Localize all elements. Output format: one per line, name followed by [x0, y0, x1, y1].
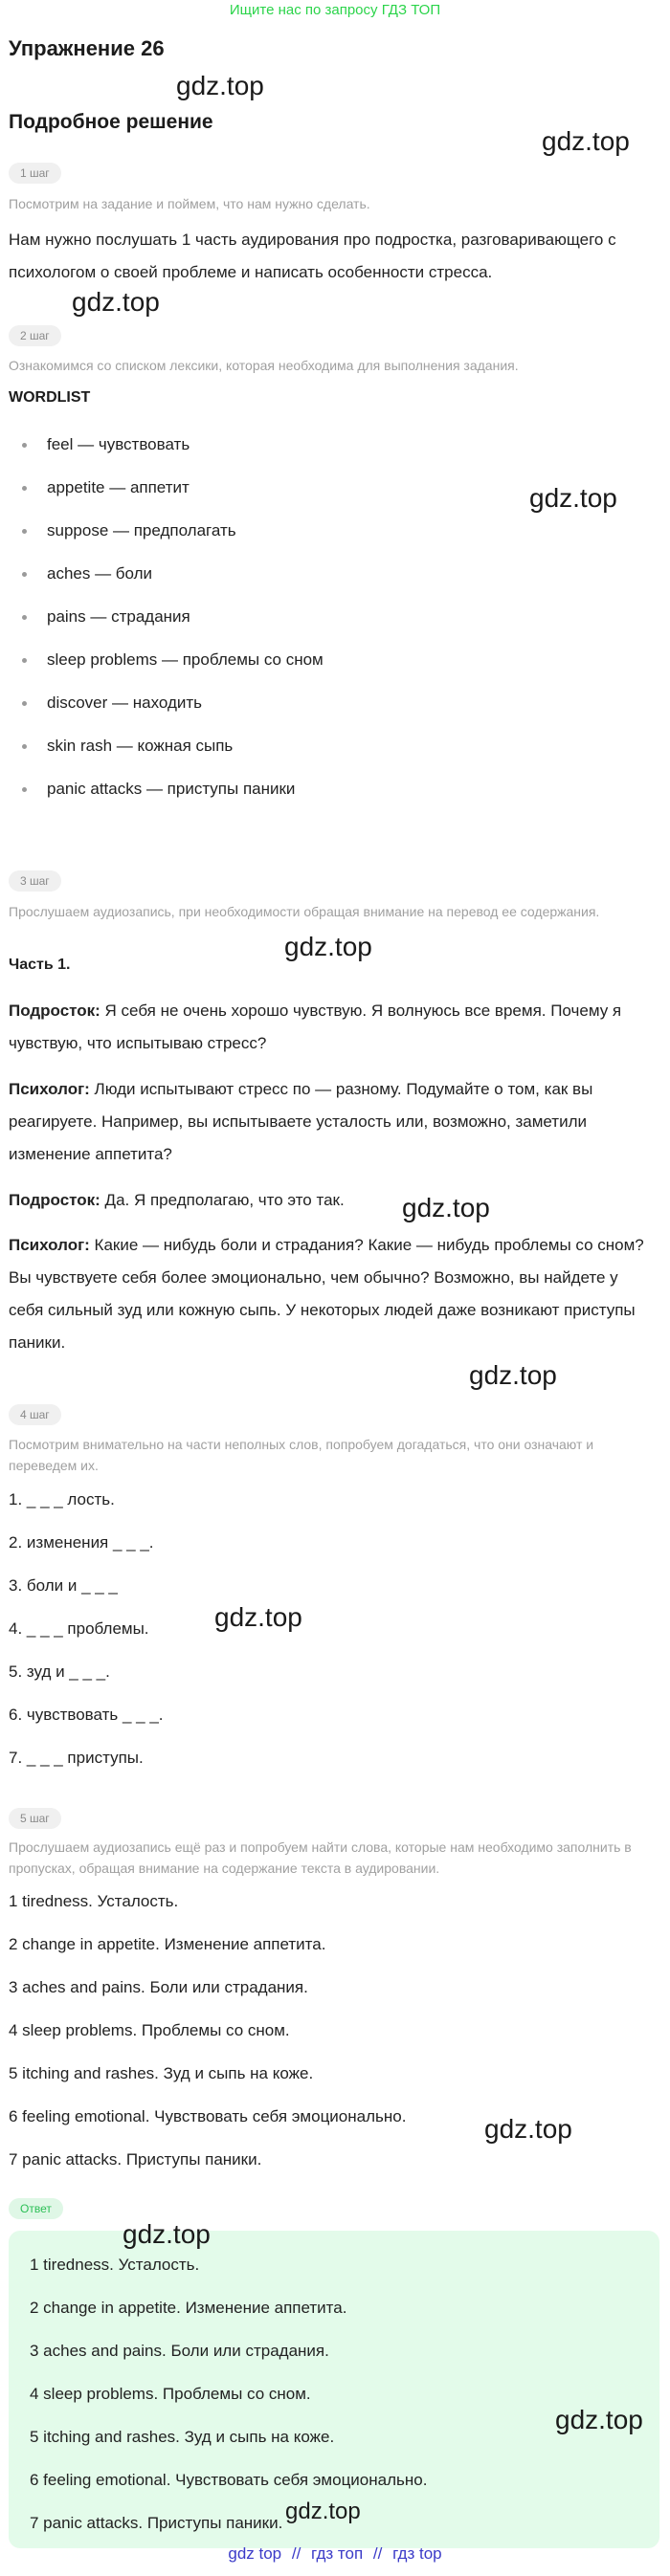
footer-link[interactable]: gdz top — [228, 2544, 282, 2563]
solution-item: 1 tiredness. Усталость. — [9, 1892, 179, 1910]
dialogue-line: Подросток: Я себя не очень хорошо чувствую. Я волнуюсь все время. Почему я чувствую, что испытываю стресс? — [9, 1002, 622, 1052]
watermark: gdz.top — [529, 483, 617, 513]
top-banner[interactable]: Ищите нас по запросу ГДЗ ТОП — [229, 2, 441, 18]
watermark: gdz.top — [123, 2219, 211, 2249]
step-3-hint: Прослушаем аудиозапись, при необходимости обращая внимание на перевод ее содержания. — [9, 904, 600, 919]
watermark: gdz.top — [284, 932, 372, 961]
answer-item: 3 aches and pains. Боли или страдания. — [30, 2342, 329, 2360]
dialogue-line: Подросток: Да. Я предполагаю, что это так. — [9, 1191, 345, 1209]
solution-item: 2 change in appetite. Изменение аппетита. — [9, 1935, 326, 1953]
wordlist-item: sleep problems — проблемы со сном — [9, 650, 324, 694]
wordlist — [9, 435, 324, 823]
footer-separator: // — [372, 2544, 383, 2563]
bullet-icon — [22, 787, 27, 792]
bullet-icon — [22, 529, 27, 534]
gap-item: 3. боли и _ _ _ — [9, 1576, 118, 1595]
gap-item: 4. _ _ _ проблемы. — [9, 1619, 149, 1638]
wordlist-item: aches — боли — [9, 564, 324, 607]
footer-separator: // — [291, 2544, 302, 2563]
answer-item: 1 tiredness. Усталость. — [30, 2256, 200, 2274]
answer-item: 5 itching and rashes. Зуд и сыпь на коже. — [30, 2428, 335, 2446]
dialogue-line: Психолог: Люди испытывают стресс по — разному. Подумайте о том, как вы реагируете. Например, вы испытываете усталость или, возможно, заметили изменение аппетита? — [9, 1080, 593, 1163]
wordlist-item: panic attacks — приступы паники — [9, 780, 324, 823]
step-5-badge: 5 шаг — [9, 1808, 61, 1829]
step-2-badge: 2 шаг — [9, 325, 61, 346]
gap-item: 5. зуд и _ _ _. — [9, 1662, 110, 1681]
step-4-hint: Посмотрим внимательно на части неполных слов, попробуем догадаться, что они означают и переведем их. — [9, 1437, 594, 1473]
wordlist-title: WORDLIST — [9, 389, 91, 406]
solution-item: 5 itching and rashes. Зуд и сыпь на коже. — [9, 2064, 314, 2082]
answer-item: 2 change in appetite. Изменение аппетита. — [30, 2299, 347, 2317]
step-3-badge: 3 шаг — [9, 870, 61, 892]
answer-item: 6 feeling emotional. Чувствовать себя эмоционально. — [30, 2471, 428, 2489]
gap-item: 1. _ _ _ лость. — [9, 1490, 115, 1508]
solution-item: 4 sleep problems. Проблемы со сном. — [9, 2021, 290, 2039]
wordlist-item: suppose — предполагать — [9, 521, 324, 564]
bullet-icon — [22, 572, 27, 577]
footer-link[interactable]: гдз топ — [311, 2544, 364, 2563]
step-1-badge: 1 шаг — [9, 163, 61, 184]
bullet-icon — [22, 443, 27, 448]
bullet-icon — [22, 744, 27, 749]
step-2-hint: Ознакомимся со списком лексики, которая необходима для выполнения задания. — [9, 358, 519, 373]
wordlist-item: skin rash — кожная сыпь — [9, 737, 324, 780]
watermark: gdz.top — [555, 2405, 643, 2434]
solution-subtitle: Подробное решение — [9, 111, 213, 133]
answer-item: 4 sleep problems. Проблемы со сном. — [30, 2385, 311, 2403]
answer-item: 7 panic attacks. Приступы паники. — [30, 2514, 283, 2532]
solution-item: 6 feeling emotional. Чувствовать себя эмоционально. — [9, 2107, 407, 2125]
bullet-icon — [22, 615, 27, 620]
solution-item: 7 panic attacks. Приступы паники. — [9, 2150, 262, 2169]
watermark: gdz.top — [542, 126, 630, 156]
solution-item: 3 aches and pains. Боли или страдания. — [9, 1978, 308, 1996]
watermark: gdz.top — [402, 1193, 490, 1222]
watermark: gdz.top — [176, 71, 264, 100]
gap-item: 7. _ _ _ приступы. — [9, 1749, 144, 1767]
exercise-title: Упражнение 26 — [9, 36, 165, 60]
answer-badge: Ответ — [9, 2198, 63, 2219]
footer-link[interactable]: гдз top — [392, 2544, 442, 2563]
gap-item: 6. чувствовать _ _ _. — [9, 1706, 164, 1724]
wordlist-item: discover — находить — [9, 694, 324, 737]
bullet-icon — [22, 486, 27, 491]
step-4-badge: 4 шаг — [9, 1404, 61, 1425]
dialogue-line: Психолог: Какие — нибудь боли и страдания? Какие — нибудь проблемы со сном? Вы чувствуете себя более эмоционально, чем обычно? Возможно, вы найдете у себя сильный зуд или кожную сыпь. У некоторых людей даже возникают приступы паники. — [9, 1236, 644, 1352]
step-1-text: Нам нужно послушать 1 часть аудирования про подростка, разговаривающего с психологом о своей проблеме и написать особенности стресса. — [9, 231, 616, 281]
footer-links — [0, 2544, 670, 2564]
watermark: gdz.top — [285, 2499, 361, 2524]
part-title: Часть 1. — [9, 957, 71, 973]
step-1-hint: Посмотрим на задание и поймем, что нам нужно сделать. — [9, 196, 370, 211]
bullet-icon — [22, 658, 27, 663]
bullet-icon — [22, 701, 27, 706]
watermark: gdz.top — [72, 287, 160, 317]
wordlist-item: pains — страдания — [9, 607, 324, 650]
watermark: gdz.top — [469, 1360, 557, 1390]
wordlist-item: feel — чувствовать — [9, 435, 324, 478]
watermark: gdz.top — [484, 2114, 572, 2144]
wordlist-item: appetite — аппетит — [9, 478, 324, 521]
step-5-hint: Прослушаем аудиозапись ещё раз и попробуем найти слова, которые нам необходимо заполнить в пропусках, обращая внимание на содержание текста в аудировании. — [9, 1839, 632, 1876]
gap-item: 2. изменения _ _ _. — [9, 1533, 154, 1552]
watermark: gdz.top — [214, 1602, 302, 1632]
